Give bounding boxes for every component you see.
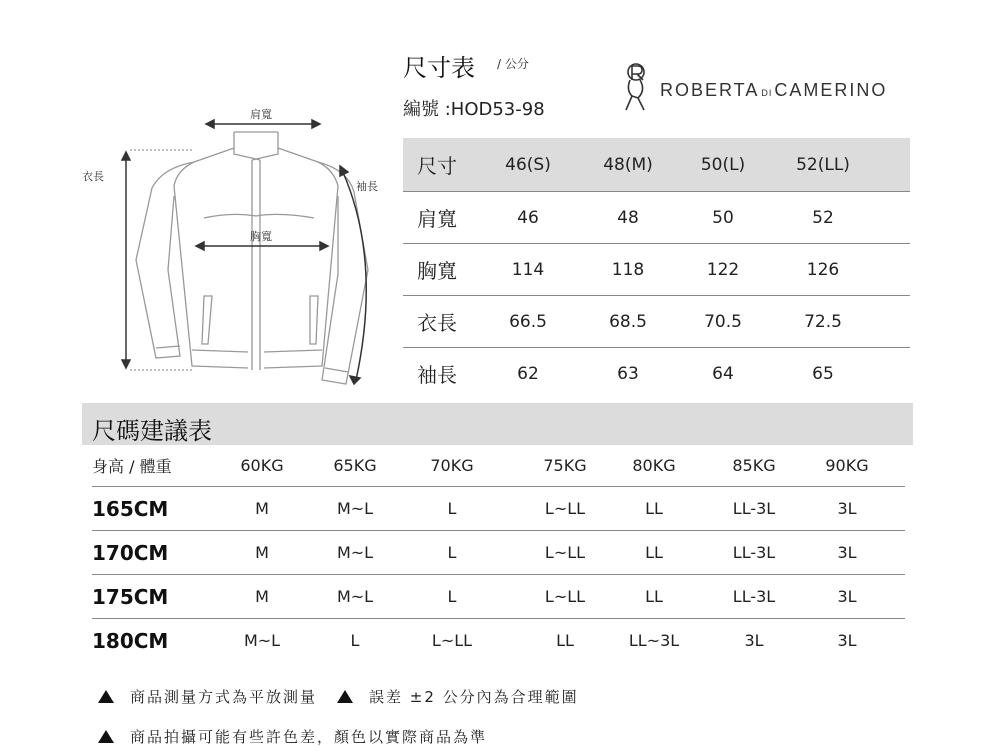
note-line	[98, 716, 579, 756]
table-cell: 3L	[837, 587, 857, 606]
row-label: 180CM	[92, 628, 169, 653]
table-cell: LL	[645, 543, 663, 562]
table-cell: M	[255, 499, 269, 518]
triangle-bullet-icon	[98, 730, 114, 743]
header-cell: 60KG	[240, 456, 284, 475]
table-cell: 72.5	[804, 311, 842, 332]
header-cell: 48(M)	[603, 154, 653, 175]
brand-emblem-icon	[620, 58, 660, 114]
table-cell: LL-3L	[732, 543, 776, 562]
brand-name	[660, 80, 887, 101]
size-table-header	[403, 138, 910, 192]
brand-name-right: CAMERINO	[774, 80, 888, 100]
table-row	[403, 296, 910, 348]
shoulder-label: 肩寬	[250, 108, 272, 121]
table-cell: 64	[712, 363, 734, 384]
triangle-bullet-icon	[98, 690, 114, 703]
table-cell: 70.5	[704, 311, 742, 332]
notes	[98, 676, 579, 756]
table-cell: 48	[617, 207, 639, 228]
table-cell: 66.5	[509, 311, 547, 332]
table-cell: 62	[517, 363, 539, 384]
header-cell: 85KG	[732, 456, 776, 475]
table-cell: 50	[712, 207, 734, 228]
table-cell: 46	[517, 207, 539, 228]
header-cell: 46(S)	[505, 154, 551, 175]
table-cell: 3L	[837, 543, 857, 562]
row-label: 肩寬	[417, 207, 457, 231]
brand-logo	[620, 58, 900, 114]
row-label: 170CM	[92, 540, 169, 565]
table-row	[92, 487, 905, 531]
table-cell: LL	[556, 631, 574, 650]
header-cell: 80KG	[632, 456, 676, 475]
table-cell: M~L	[243, 631, 281, 650]
row-label: 袖長	[417, 363, 457, 387]
table-cell: M	[255, 587, 269, 606]
table-cell: L	[350, 631, 360, 650]
header-cell: 70KG	[430, 456, 474, 475]
table-row	[403, 192, 910, 244]
triangle-bullet-icon	[337, 690, 353, 703]
header-cell: 身高 / 體重	[92, 457, 172, 476]
table-cell: LL	[645, 587, 663, 606]
page-title: 尺寸表	[403, 54, 475, 82]
table-cell: 65	[812, 363, 834, 384]
length-label: 衣長	[82, 170, 104, 183]
table-cell: M~L	[336, 543, 374, 562]
table-cell: 3L	[837, 631, 857, 650]
table-cell: 3L	[744, 631, 764, 650]
sleeve-label: 袖長	[356, 180, 378, 193]
table-cell: L	[447, 543, 457, 562]
table-row	[92, 619, 905, 662]
table-row	[403, 244, 910, 296]
table-cell: LL-3L	[732, 499, 776, 518]
model-number: 編號 :HOD53-98	[403, 99, 545, 120]
table-cell: 114	[511, 259, 545, 280]
table-cell: 3L	[837, 499, 857, 518]
header-cell: 50(L)	[700, 154, 746, 175]
recommendation-header-row	[92, 445, 905, 487]
row-label: 175CM	[92, 584, 169, 609]
chest-label: 胸寬	[250, 230, 272, 243]
table-cell: LL-3L	[732, 587, 776, 606]
table-row	[403, 348, 910, 399]
table-cell: 122	[706, 259, 740, 280]
header-cell: 90KG	[825, 456, 869, 475]
table-row	[92, 531, 905, 575]
table-cell: 126	[806, 259, 840, 280]
note-tolerance: 誤差 ±2 公分內為合理範圍	[369, 687, 579, 706]
header-cell: 75KG	[543, 456, 587, 475]
table-cell: L	[447, 587, 457, 606]
size-table	[403, 138, 910, 399]
row-label: 胸寬	[417, 259, 457, 283]
recommendation-title: 尺碼建議表	[92, 417, 212, 445]
unit-label: / 公分	[497, 57, 529, 71]
brand-name-di: DI	[761, 88, 773, 98]
row-label: 165CM	[92, 496, 169, 521]
note-color: 商品拍攝可能有些許色差，顏色以實際商品為準	[130, 727, 488, 746]
table-cell: M~L	[336, 499, 374, 518]
table-cell: L~LL	[544, 543, 586, 562]
brand-name-left: ROBERTA	[660, 80, 760, 100]
table-cell: 68.5	[609, 311, 647, 332]
jacket-diagram	[82, 100, 382, 400]
table-cell: L~LL	[431, 631, 473, 650]
table-cell: L~LL	[544, 499, 586, 518]
table-row	[92, 575, 905, 619]
header-cell: 尺寸	[417, 154, 457, 178]
table-cell: L	[447, 499, 457, 518]
table-cell: 63	[617, 363, 639, 384]
table-cell: LL~3L	[628, 631, 680, 650]
recommendation-table	[92, 445, 905, 662]
table-cell: 52	[812, 207, 834, 228]
note-measure: 商品測量方式為平放測量	[130, 687, 318, 706]
recommendation-title-bar	[82, 403, 913, 445]
row-label: 衣長	[417, 311, 457, 335]
table-cell: 118	[611, 259, 645, 280]
jacket-outline-icon	[82, 100, 382, 400]
note-line	[98, 676, 579, 716]
table-cell: LL	[645, 499, 663, 518]
table-cell: M~L	[336, 587, 374, 606]
header-cell: 65KG	[333, 456, 377, 475]
table-cell: M	[255, 543, 269, 562]
table-cell: L~LL	[544, 587, 586, 606]
header-cell: 52(LL)	[796, 154, 850, 175]
